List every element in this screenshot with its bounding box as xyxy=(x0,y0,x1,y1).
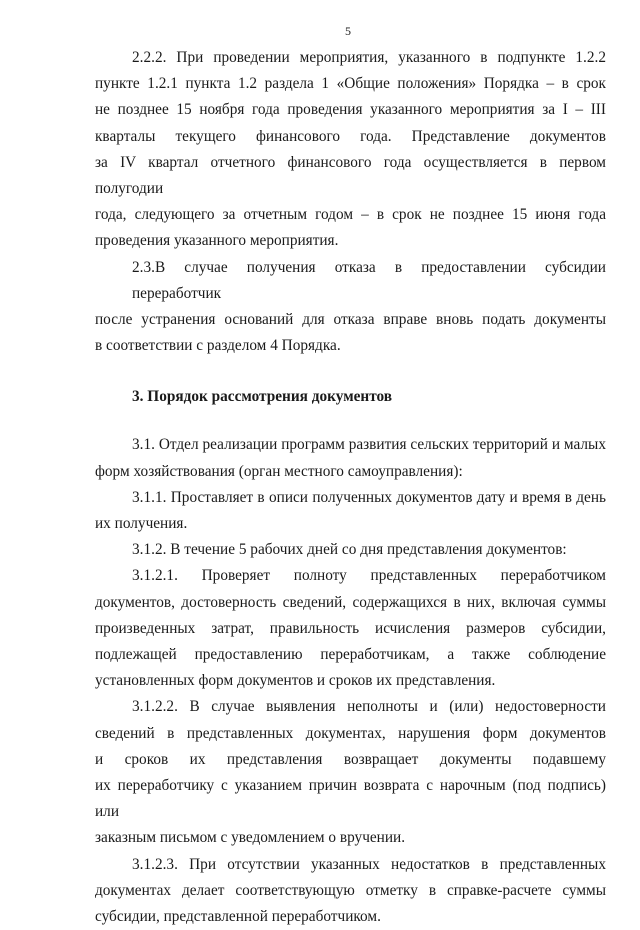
paragraph-2-2-2 xyxy=(95,45,606,255)
text-line: 3.1.2.2. В случае выявления неполноты и (или) недостоверности xyxy=(132,698,606,716)
text-line: 3.1.1. Проставляет в описи полученных документов дату и время в день xyxy=(132,488,606,506)
text-line: форм хозяйствования (орган местного самоуправления): xyxy=(95,462,463,480)
paragraph-3-1-2-1 xyxy=(95,563,606,694)
text-line: за IV квартал отчетного финансового года осуществляется в первом полугодии xyxy=(95,153,606,198)
text-line: года, следующего за отчетным годом – в срок не позднее 15 июня года xyxy=(95,206,606,224)
text-line: произведенных затрат, правильность исчисления размеров субсидии, xyxy=(95,619,606,637)
text-line: субсидии, представленной переработчиком. xyxy=(95,908,381,926)
text-line: подлежащей предоставлению переработчикам, а также соблюдение xyxy=(95,646,606,664)
text-line: проведения указанного мероприятия. xyxy=(95,232,339,250)
text-line: не позднее 15 ноября года проведения указанного мероприятия за I – III xyxy=(95,101,606,119)
text-line: их переработчику с указанием причин возврата с нарочным (под подпись) или xyxy=(95,777,606,821)
text-line: сведений в представленных документах, нарушения форм документов xyxy=(95,724,606,742)
text-line: 3.1. Отдел реализации программ развития сельских территорий и малых xyxy=(132,436,606,454)
text-line: 3.1.2.1. Проверяет полноту представленных переработчиком xyxy=(132,567,606,585)
text-line: документах делает соответствующую отметку в справке-расчете суммы xyxy=(95,881,606,899)
text-line: их получения. xyxy=(95,515,188,533)
paragraph-2-3 xyxy=(95,255,606,360)
paragraph-3-1-2 xyxy=(95,537,606,563)
text-line: 2.3.В случае получения отказа в предоставлении субсидии переработчик xyxy=(132,258,606,302)
text-line: заказным письмом с уведомлением о вручении. xyxy=(95,829,406,847)
text-line: кварталы текущего финансового года. Представление документов xyxy=(95,127,606,145)
text-line: и сроков их представления возвращает документы подавшему xyxy=(95,750,606,768)
text-line: 3.1.2. В течение 5 рабочих дней со дня представления документов: xyxy=(132,541,567,559)
text-line: пункте 1.2.1 пункта 1.2 раздела 1 «Общие положения» Порядка – в срок xyxy=(95,75,606,93)
paragraph-3-1-1 xyxy=(95,485,606,537)
text-line: 2.2.2. При проведении мероприятия, указанного в подпункте 1.2.2 xyxy=(132,49,606,66)
text-line: после устранения оснований для отказа вправе вновь подать документы xyxy=(95,311,606,329)
page-number: 5 xyxy=(345,24,351,38)
paragraph-3-1 xyxy=(95,432,606,484)
paragraph-3-1-2-2 xyxy=(95,694,606,851)
text-line: установленных форм документов и сроков их представления. xyxy=(95,672,496,690)
text-line: в соответствии с разделом 4 Порядка. xyxy=(95,337,341,355)
section-heading: 3. Порядок рассмотрения документов xyxy=(132,388,393,406)
document-body xyxy=(95,45,606,930)
text-line: документов, достоверность сведений, содержащихся в них, включая суммы xyxy=(95,593,606,611)
paragraph-3-1-2-3 xyxy=(95,852,606,930)
text-line: 3.1.2.3. При отсутствии указанных недостатков в представленных xyxy=(132,855,606,873)
